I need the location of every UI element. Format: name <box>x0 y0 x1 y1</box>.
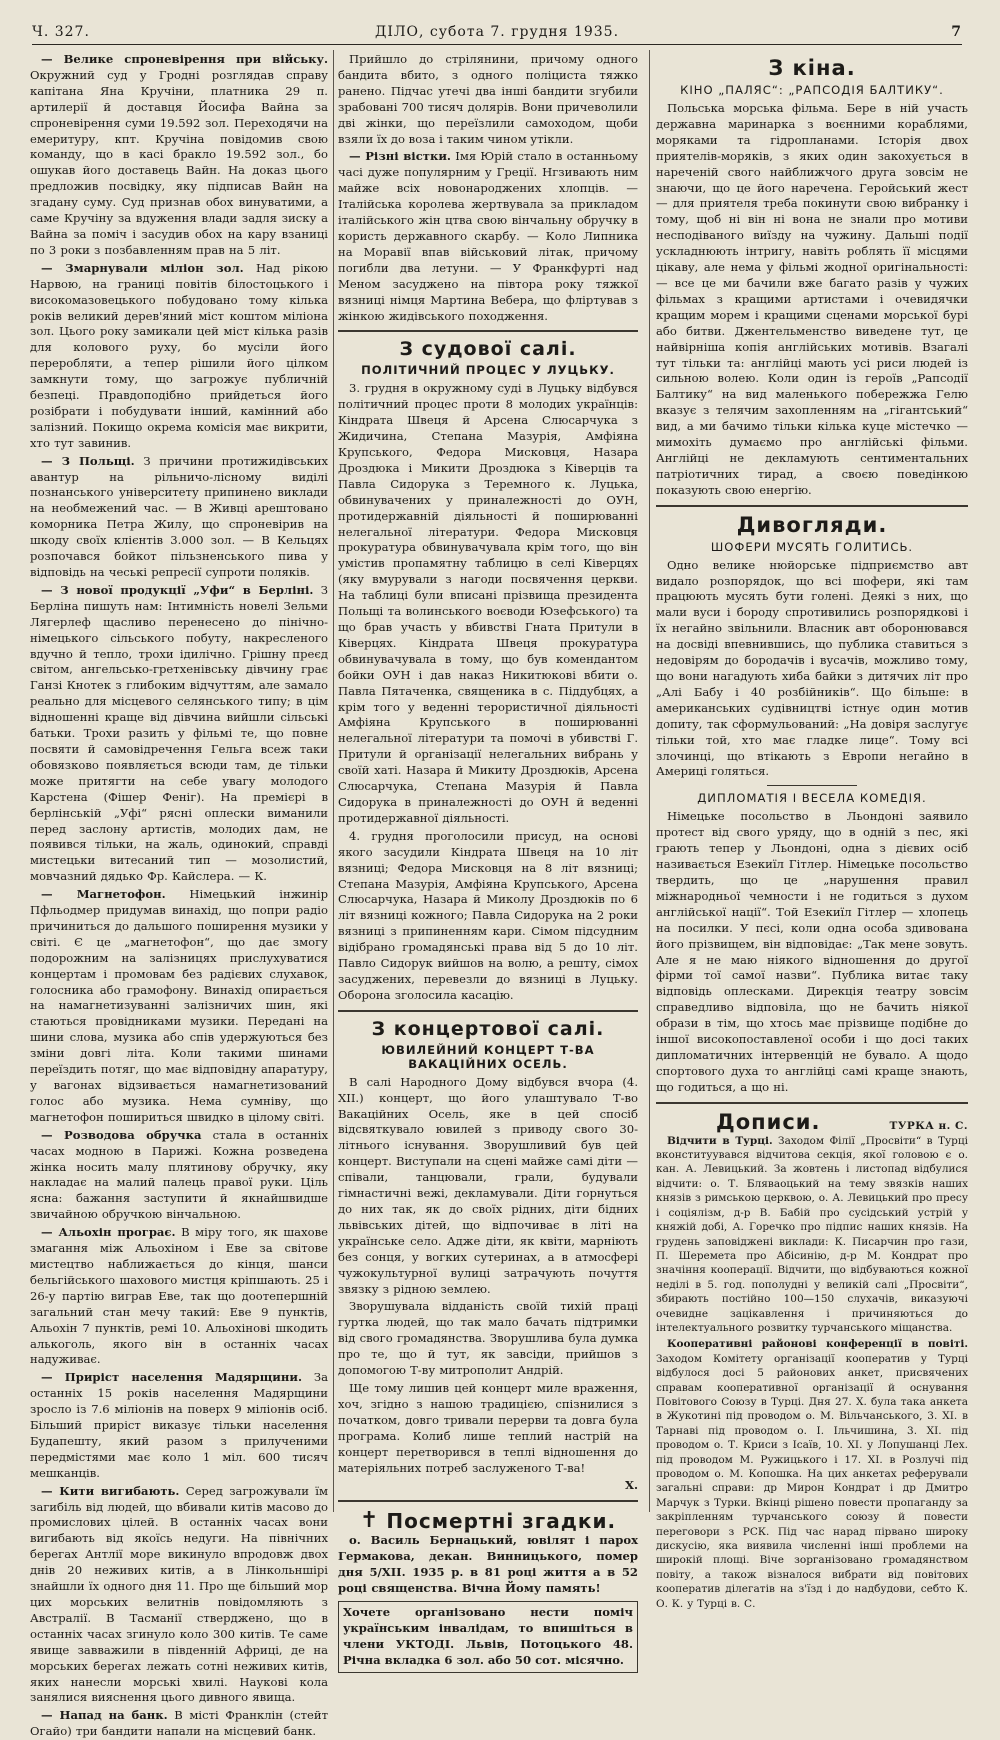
court-paragraph: 3. грудня в окружному суді в Луцьку відбувся політичний процес проти 8 молодих українців: Кіндрата Швеця й Арсена Слюсарчука з Жидичина, Степана Мазурія, Амфіяна Крупського, Федора Мисковця, Назара Дроздюка і Микити Дроздюка з Ківерців та Павла Сидорука з Теремного к. Луцька, обвинувачених у приналежності до ОУН, протидержавній діяльності й поширюванні нелегальної літератури. Федора Мисковця прокуратура обвинувачувала крім того, що він умістив пропамятну таблицю в селі Ківерцях (яку вмурували з нагоди посвячення церкви. На таблиці були вписані прізвища президента Польщі та волинського воєводи Юзефського) та що брав участь у вбивстві Гната Притули в Ківерцях. Кіндрата Швеця прокуратура обвинувачувала в тому, що був комендантом бойки ОУН і дав наказ Никитюкові вбити о. Павла Пятаченка, священика в с. Піддубцях, а крім того у веденні терористичної діяльності Амфіяна Крупського в поширюванні нелегальної літератури та помочі в убивстві Г. Притули й організації нелегальних вибрань у своїй хаті. Назара й Микиту Дроздюків, Арсена Слюсарчука, Степана Мазурія й Павла Сидорука в приналежності до ОУН й веденні протидержавної діяльності. <box>338 381 638 825</box>
short-divider <box>767 785 857 786</box>
cinema-heading: З кіна. <box>768 56 856 80</box>
page-number: 7 <box>951 24 962 40</box>
masthead-title: ДІЛО, субота 7. грудня 1935. <box>374 24 620 40</box>
uktodi-notice: Хочете організовано нести поміч українським інвалідам, то впишіться в члени УКТОДІ. Львів, Потоцького 48. Річна вкладка 6 зол. або 50 сот. місячно. <box>338 1601 638 1673</box>
section-divider <box>338 1010 638 1012</box>
column-rule <box>333 50 334 1512</box>
column-2 <box>338 52 639 1667</box>
news-item: — Приріст населення Мадярщини. За останніх 15 років населення Мадярщини зросло із 7.6 міліонів на поверх 9 міліонів осіб. Більший приріст виказує тільки населення Будапешту, який разом з прилученими передмістями має коло 1 міл. 600 тисяч мешканців. <box>30 1370 328 1480</box>
column-rule <box>649 50 650 1512</box>
continued-text: Прийшло до стрілянини, причому одного бандита вбито, з одного поліциста тяжко ранено. Підчас утечі два інші бандити згубили зрабовані 700 тисяч долярів. Вони причеволили дві жінки, що переїзлили самоходом, щоби взяли їх до воза і таким чином утікли. <box>338 52 638 146</box>
news-item: — Кити вигибають. Серед загрожували їм загибіль від людей, що вбивали китів масово до промислових цілей. В останніх часах вони вигибають від якоїсь недуги. На північних берегах Антлії море викинуло впродовж двох днів 20 неживих китів, а в Лінкольншірі знайшли їх одного дня 11. Про ще більший мор цих морських велитнів повідомляють з Австралії. В Тасманії стверджено, що в останніх часах згинуло коло 300 китів. Те саме явище завважили в південній Африці, де на морських берегах лежать сотні неживих китів, яких нанесли морські хвилі. Наукові кола занялися вияснення цього дивного явища. <box>30 1483 329 1705</box>
column-3 <box>656 52 968 1610</box>
obituary-heading: Посмертні згадки. <box>386 1508 617 1533</box>
news-item: — Велике спроневірення при війську. Окружний суд у Гродні розглядав справу капітана Яна Кручіни, платника 29 п. артилерії й доставця Йосифа Вайна за спроневірення суми 19.592 зол. Переходячи на емеритуру, кпт. Кручіна повідомив свою команду, що в касі бракло 19.592 зол., бо ошукав його доставець Вайн. На доказ цього предложив посвідку, яку підписав Вайн на згадану суму. Суд признав обох винуватими, а саме Кручіну за вдуження влади задля зиску а Вайна за поміч і засудив обох на кару взаниці по 3 роки з позбавленням прав на 5 літ. <box>30 52 328 257</box>
section-divider <box>338 330 638 332</box>
letter-item: Відчити в Турці. Заходом Філії „Просвіти“ в Турці вконституувався відчитова секція, якої головою є о. кан. А. Левицький. За жовтень і листопад відбулися відчити: о. Т. Бляваоцький на тему звязків наших князів з римською церквою, о. А. Левицький про пресу і соціялізм, д-р В. Бабій про сусідський устрій у княжій добі, А. Горечко про підпис наших князів. На грудень заповіджені виклади: К. Писарчин про гази, П. Шеремета про Абісинію, д-р М. Кондрат про значіння кооперації. Відчити, що відбуваються кожної неділі в 5. год. пополудні у великій салі „Просвіти“, збирають постійно 100—150 слухачів, виказуючі очевидне зацікавлення і причиняються до інтелектуального розвитку турчанського міщанства. <box>656 1134 968 1334</box>
news-item: — З нової продукції „Уфи“ в Берліні. З Берліна пишуть нам: Інтимність новелі Зельми Лягерлеф щасливо перенесено до пінічно-німецького сільського побуту, накресленого вдучно й тепло, трохи ідилічно. Грішну преєд світом, ангельсько-гретхенівську дівчину грає Ганзі Кнотек з глибоким відчуттям, але замало реально для місцевого селянського типу; в цім відношенні краще від дівчина вийшли сільські батьки. Трохи разить у фільмі те, що повне посвяти й самовідречення Гельга всеж таки обовязково появляється всюди там, де тільки може притягти на себе увагу молодого Карстена (Фішер Феніг). На премієрі в берлінській „Уфі“ рясні оплески виманили перед заслону артистів, молодих дам, не появився тільки, на жаль, одинокий, справді мистецьки витесаний тип — мозолистий, мовчазний дядько Фр. Кайслера. — К. <box>30 582 329 884</box>
news-item: — Магнетофон. Німецький інжинір Пфльодмер придумав винахід, що попри радіо причиниться до дальшого поширення музики у світі. Є це „магнетофон“, що дає змогу подорожним на залізницях прислухуватися концертам і промовам без радієвих слухавок, голосника або грамофону. Винахід опирається на намагнетизуванні залізничих шин, які стаються провідниками музики. Передані на шини слова, музика або спів удержуються без зміни довгі літа. Коли такими шинами переїздить потяг, що має відповідну апаратуру, у вагонах відзивається намагнетизований голос або музика. Нема сумніву, що магнетофон пошириться швидко в цілому світі. <box>30 887 328 1124</box>
section-divider <box>338 1500 638 1502</box>
curiosities-heading: Дивогляди. <box>736 512 888 537</box>
diplomacy-subheading: ДИПЛОМАТІЯ І ВЕСЕЛА КОМЕДІЯ. <box>697 791 927 806</box>
court-subheading: ПОЛІТИЧНИЙ ПРОЦЕС У ЛУЦЬКУ. <box>361 363 615 378</box>
concert-paragraph: В салі Народного Дому відбувся вчора (4. XII.) концерт, що його улаштувало Т-во Вакаційних Осель, яке в цей спосіб відсвяткувало ювилей з приводу свого 30-літнього існування. Зворушливий був цей концерт. Виступали на сцені майже самі діти — співали, танцювали, грали, будували гімнастичні вежі, декламували. Діти горнуться до них так, як до своїх рідних, діти бідних львівських дітей, що відпочиває в літі на українське село. Адже діти, як квіти, марніють без сонця, у вогких сутеринах, а в атмосфері чужокультурної вулиці затрачують почуття звязку з рідною землею. <box>338 1074 638 1296</box>
news-item: — Напад на банк. В місті Франклін (стейт Огайо) три бандити напали на місцевий банк. <box>30 1708 328 1739</box>
court-heading: З судової салі. <box>399 338 577 361</box>
news-item: — З Польщі. З причини протижидівських авантур на рільничо-лісному виділі познанського університету припинено виклади на необмежений час. — В Живці арештовано коморника Петра Жилу, що спроневірив на шкоду своїх клієнтів 3.000 зол. — В Кельцях розпочався бойкот пільзненського пива у відповідь на чеські репресії супроти поляків. <box>30 453 329 579</box>
curiosities-text: Одно велике нюйорське підприємство авт видало розпорядок, що всі шофери, які там працюють мусять бути голені. Деякі з них, що мали вуси і бороду спротивились розпорядкові і їх негайно звільнили. Власник авт оборонювався на досвіді впевнившись, що публика ставиться з недовірям до бородачів і вусачів, можливо тому, що вони нагадують хиба байки з дитячих літ про „Алі Бабу і 40 розбійників“. Що більше: в американських судівництві істнує один мотив допиту, так сформульований: „На довіря заслугує тільки той, хто має гладке лице“. Тому всі злочинці, що втікають з Европи негайно в Америці голяться. <box>656 557 968 779</box>
cinema-subheading: КІНО „ПАЛЯС“: „РАПСОДІЯ БАЛТИКУ“. <box>680 83 944 97</box>
letters-header <box>656 1110 968 1134</box>
letter-item: Кооперативні районові конференції в повіті. Заходом Комітету організації кооператив у Турці відбулося досі 5 районових анкет, присвячених справам кооперативної організації й оснування Повітового Союзу в Турці. Дня 27. Х. була така анкета в Жукотині під проводом о. М. Вільчанського, 3. XI. в Тарнаві під проводом о. І. Ільчишина, 3. XI. під проводом о. Т. Криси з Ісаїв, 10. XI. у Лопушанці Лех. під проводом М. Ружицького і 17. XI. в Розлучі під проводом о. М. Копошка. На цих анкетах реферували загальні справи: др Мирон Кондрат і др Дмитро Марчук з Турки. Вкінці рішено повести пропаганду за закріпленням турчанського союзу й повести переговори з РСК. Під час нарад пірвано широку дискусію, яка виявила численні інші проблеми на широкій площі. Віче зорганізовано громадянством повіту, а також візналося вибрати від повітових кооператив ділегатів на з'їзд і до надбудови, себто К. О. К. у Турці в. С. <box>656 1338 968 1610</box>
column-1 <box>30 52 329 1739</box>
section-divider <box>656 505 968 507</box>
letters-locality: ТУРКА н. С. <box>889 1119 968 1132</box>
obituary-header <box>338 1508 638 1533</box>
news-item: — Різні вістки. Імя Юрій стало в останньому часі дуже популярним у Греції. Нгзивають ним майже всіх новонароджених хлопців. — Італійська королева жертвувала за прикладом італійського жін цтва свою вінчальну обручку в користь державного скарбу. — Коло Липника на Моравії впав військовий літак, причому погибли два летуни. — У Франкфурті над Меном засуджено на півтора року тяжкої вязниці німця Мартина Вебера, що фліртував з жінкою жидівського походження. <box>338 149 639 323</box>
letters-heading: Дописи. <box>716 1109 821 1134</box>
concert-signature: Х. <box>624 1478 638 1493</box>
concert-subheading: ЮВИЛЕЙНИЙ КОНЦЕРТ Т-ВА ВАКАЦІЙНИХ ОСЕЛЬ. <box>381 1042 595 1071</box>
concert-paragraph: Зворушувала відданість своїй тихій праці гуртка людей, що так мало бачать підтримки від свого громадянства. Зворушлива була думка про те, що й тут, як завсіди, прийшов з допомогою Т-ву митрополит Андрій. <box>338 1299 638 1378</box>
concert-heading: З концертової салі. <box>371 1017 605 1040</box>
news-item: — Змарнували міліон зол. Над рікою Нарвою, на границі повітів білостоцького і високомазовецького побудовано тому кілька років великий дерев'яний міст коштом міліона зол. Цього року замикали цей міст кілька разів для колового руху, бо мусіли його переробляти, а тепер рішили його цілком замкнути тому, що загрожує публичній безпеці. Правдоподібно прийдеться його розібрати і побудувати інший, камінний або залізний. Покищо окрема комісія має викрити, хто тут завинив. <box>30 260 329 450</box>
cross-icon: ✝ <box>359 1508 379 1534</box>
concert-paragraph: Ще тому лишив цей концерт миле враження, хоч, згідно з нашою традицією, спізнилися з початком, довго тривали перерви та довга була програма. Колиб лише теплий настрій на концерт перетворився в теплі відношення до матеріяльних потреб заслуженого Т-ва! <box>338 1380 638 1475</box>
issue-number: Ч. 327. <box>32 24 90 40</box>
court-paragraph: 4. грудня проголосили присуд, на основі якого засудили Кіндрата Швеця на 10 літ вязниці; Федора Мисковця на 8 літ вязниці; Степана Мазурія, Амфіяна Крупського, Арсена Слюсарчука, Назара й Миколу Дроздюків по 6 літ вязниці кожного; Павла Сидорука на 2 роки вязниці з припиненням кари. Сімом підсудним відібрано громадянські права від 5 до 10 літ. Павло Сидорук вийшов на волю, а решту, сімох засуджених, перевезли до вязниці в Луцьку. Оборона зголосила касацію. <box>338 828 638 1002</box>
news-item: — Альохін програє. В міру того, як шахове змагання між Альохіном і Еве за світове мистецтво наближається до кінця, шанси бельгійського шахового мистця кріпшають. 25 і 26-у партію виграв Еве, так що доотепершній загальний стан мечу такий: Еве 9 пунктів, Альохін 7 пунктів, ремі 10. Альохінові шкодить алькоголь, якого він в останніх часах надуживає. <box>30 1225 328 1367</box>
news-item: — Розводова обручка стала в останніх часах модною в Парижі. Кожна розведена жінка носить малу плятинову обручку, яку накладає на малий палець правої руки. Ціль ясна: бажання заступити й якнайшвидше звичайною обручкою вінчальною. <box>30 1127 328 1222</box>
masthead <box>32 22 962 45</box>
obituary-text: о. Василь Бернацький, ювілят і парох Гермакова, декан. Винницького, помер дня 5/XII. 1935 р. в 81 році життя а в 52 році священства. Вічна Йому память! <box>338 1533 638 1596</box>
letters-body <box>656 1134 968 1611</box>
diplomacy-text: Німецьке посольство в Льондоні заявило протест від свого уряду, що в одній з пес, які грають тепер у Льондоні, одна з дієвих осіб називається Езекиїл Гітлер. Німецьке посольство твердить, що це „нарушення правил міжнародньої чемности і не годиться з духом англійської нації“. Той Езекиїл Гітлер — хлопець на посилки. У пєсі, коли одна особа здивована його прізвищем, він відповідає: „Так мене зовуть. Але я не маю ніякого відношення до другої фірми тої самої назви“. Публика витає таку відповідь оплесками. Дирекція театру зовсім справедливо відповіла, що не бачить ніякої образи в тім, що хтось має прізвище подібне до іншої високопоставленої особи і що досі таких дипломатичних інтервенцій не бувало. А щодо спортового духа то англійці самі краще знають, що годиться, а що ні. <box>656 809 968 1094</box>
curiosities-subheading: ШОФЕРИ МУСЯТЬ ГОЛИТИСЬ. <box>710 539 914 554</box>
section-divider <box>656 1102 968 1104</box>
cinema-review: Польська морська фільма. Бере в ній участь державна маринарка з воєнними кораблями, моряками та гідропланами. Історія двох приятелів-моряків, з яких один закохується в нареченій свого найближчого друга зовсім не знаючи, що це його наречена. Геройський жест — для приятеля треба покинути свою вибранку і тому, щоб ні він ні вона не знали про мотиви несподіваного виїзду на чужину. Дальші події ускладнюють інтригу, навіть роблять її місцями цікаву, але нема у фільмі жодної оригінальності: — все це ми бачили вже багато разів у чужих фільмах з кращими артистами і очевидячки кращим морем і кращими сценами морської бурі або битви. Джентельменство виведене тут, це найвірніша копія англійських мотивів. Взагалі тут тільки та: англійці мають усі риси людей із сильною волею. Коли один із героїв „Рапсодії Балтику“ на вид маленького побережжа Гелю вказує з телячим захопленням на „гігантський“ вид, а ми бачимо тільки кілька куце містечко — мимохіть думаємо про англійські фільми. Англійці не декламують сентиментальних патріотичних тирад, а своєю поведінкою показують свою енергію. <box>656 101 968 497</box>
